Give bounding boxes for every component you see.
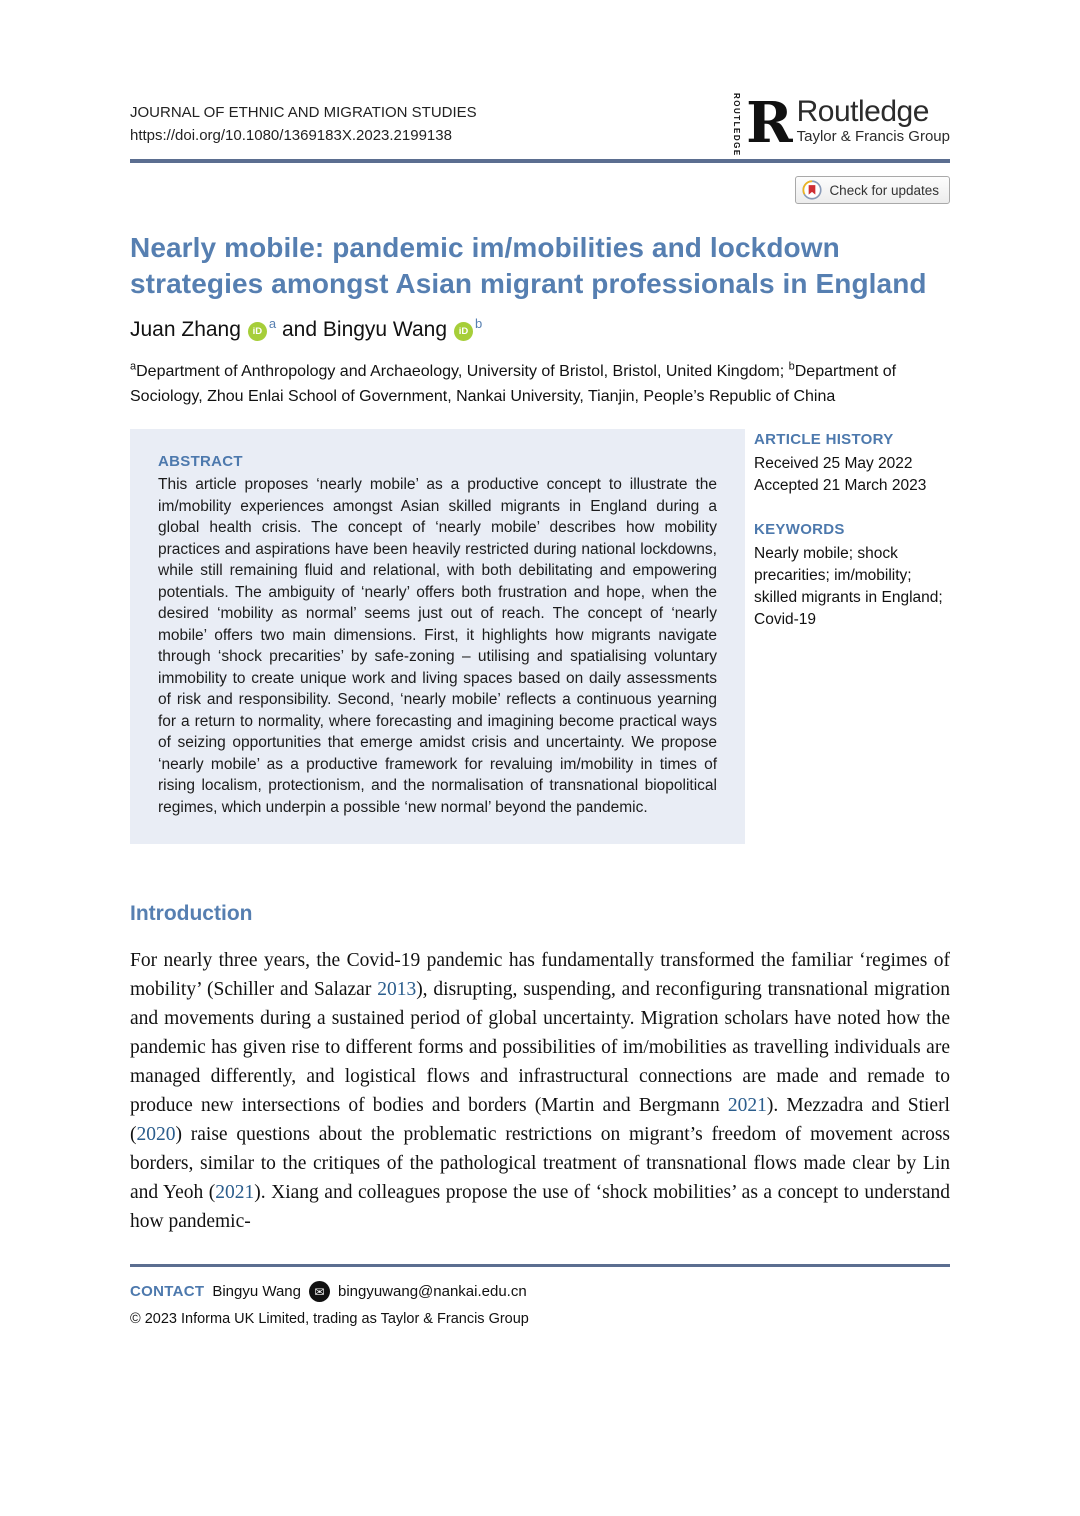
article-history-label: ARTICLE HISTORY (754, 431, 894, 449)
author-name-1: Juan Zhang (130, 317, 241, 341)
abstract-text: This article proposes ‘nearly mobile’ as a productive concept to illustrate the im/mobility experiences amongst Asian skilled migrants in England during a global health crisis. The concept of ‘nearly mobile’ describes how mobility practices and aspirations have been heavily restricted during national lockdowns, while still remaining fluid and relational, with both debilitating and empowering potentials. The ambiguity of ‘nearly’ offers both frustration and hope, when the desired ‘mobility as normal’ seems just out of reach. The concept of ‘nearly mobile’ offers two main dimensions. First, it highlights how migrants navigate through ‘shock precarities’ by safe-zoning – utilising and spatialising voluntary immobility to create unique work and living spaces based on daily assessments of risk and responsibility. Second, ‘nearly mobile’ reflects a continuous yearning for a return to normality, where forecasting and imagining become practical ways of seizing opportunities that emerge amidst crisis and uncertainty. We propose ‘nearly mobile’ as a productive framework for revaluing im/mobility in times of rising localism, protectionism, and the normalisation of transnational biopolitical regimes, which underpin a possible ‘new normal’ beyond the pandemic. (158, 476, 717, 816)
contact-name: Bingyu Wang (212, 1283, 301, 1301)
doi-link[interactable]: https://doi.org/10.1080/1369183X.2023.2199138 (130, 126, 452, 144)
crossmark-icon (802, 180, 822, 200)
author-name-2: Bingyu Wang (322, 317, 448, 341)
publisher-tagline: Taylor & Francis Group (796, 128, 950, 145)
check-for-updates-label: Check for updates (829, 182, 939, 198)
contact-email-link[interactable]: bingyuwang@nankai.edu.cn (337, 1283, 527, 1301)
citation-year-link[interactable]: 2021 (215, 1182, 255, 1204)
copyright-line: © 2023 Informa UK Limited, trading as Taylor & Francis Group (130, 1311, 529, 1328)
abstract-section (130, 429, 950, 844)
affiliations: $^a$Department of Anthropology and Archaeology, University of Bristol, Bristol, United Kingdom; $^b$Department of Sociology, Zhou Enlai School of Government, Nankai University, Tianjin, People’s Republic of China (130, 360, 897, 405)
authors-separator: and (282, 317, 318, 341)
publisher-logo (732, 89, 950, 157)
publisher-names (797, 96, 950, 148)
authors-line (130, 315, 950, 342)
article-title: Nearly mobile: pandemic im/mobilities and lockdown strategies amongst Asian migrant professionals in England (130, 232, 927, 300)
abstract-box (130, 429, 745, 844)
badge-row (130, 176, 950, 204)
publisher-brand: Routledge (796, 94, 929, 128)
received-date: Received 25 May 2022 (754, 455, 913, 473)
article-history-block (754, 429, 950, 497)
orcid-icon[interactable]: iD (248, 322, 267, 341)
keywords-block (754, 519, 950, 631)
page-header (130, 89, 950, 157)
author-affil-sup-2[interactable]: b (475, 315, 483, 331)
email-icon: ✉ (309, 1281, 330, 1302)
journal-name: JOURNAL OF ETHNIC AND MIGRATION STUDIES (130, 104, 477, 121)
routledge-vertical-label: ROUTLEDGE (732, 93, 742, 157)
orcid-icon[interactable]: iD (454, 322, 473, 341)
keywords-label: KEYWORDS (754, 521, 845, 539)
check-for-updates-button[interactable] (795, 176, 950, 204)
citation-year-link[interactable]: 2021 (727, 1095, 767, 1117)
introduction-heading: Introduction (130, 902, 253, 926)
keywords-text: Nearly mobile; shock precarities; im/mobility; skilled migrants in England; Covid-19 (754, 545, 943, 629)
header-divider (130, 159, 950, 163)
footer-divider (130, 1264, 950, 1267)
contact-label: CONTACT (130, 1283, 205, 1301)
accepted-date: Accepted 21 March 2023 (754, 477, 927, 495)
contact-row (130, 1281, 950, 1302)
journal-meta (130, 102, 477, 147)
author-affil-sup-1[interactable]: a (268, 315, 277, 331)
citation-year-link[interactable]: 2013 (377, 979, 417, 1001)
article-info-column (754, 429, 950, 844)
abstract-label: ABSTRACT (158, 453, 243, 471)
routledge-monogram-icon: R (746, 89, 791, 156)
introduction-paragraph: For nearly three years, the Covid-19 pandemic has fundamentally transformed the familiar ‘regimes of mobility’ (Schiller and Salazar 2013), disrupting, suspending, and reconfiguring transnational migration and movements during a sustained period of global uncertainty. Migration scholars have noted how the pandemic has given rise to different forms and possibilities of im/mobilities as travelling individuals are managed differently, and logistical flows and infrastructural connections are made and remade to produce new intersections of bodies and borders (Martin and Bergmann 2021). Mezzadra and Stierl (2020) raise questions about the problematic restrictions on migrant’s freedom of movement across borders, similar to the critiques of the pathological treatment of transnational flows made clear by Lin and Yeoh (2021). Xiang and colleagues propose the use of ‘shock mobilities’ as a concept to understand how pandemic- (130, 950, 951, 1233)
citation-year-link[interactable]: 2020 (136, 1124, 176, 1146)
